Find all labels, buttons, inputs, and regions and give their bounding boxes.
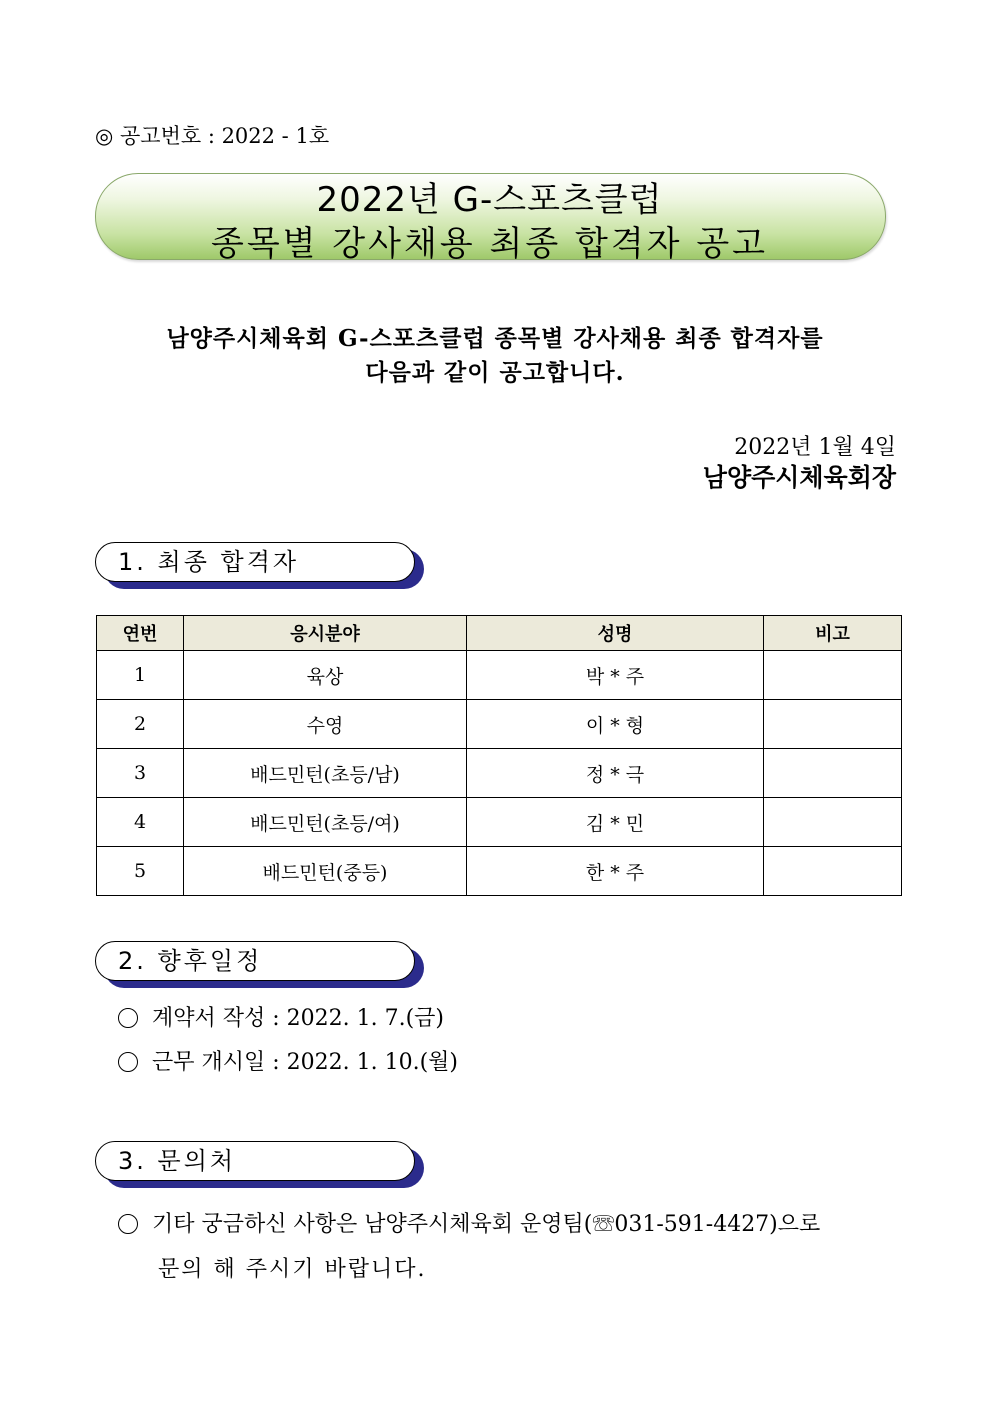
col-header-name: 성명 (467, 616, 764, 651)
table-row (97, 700, 902, 749)
cell-number: 2 (97, 700, 184, 749)
table-row (97, 651, 902, 700)
schedule-item (118, 1001, 444, 1032)
section-1-header: 1. 최종 합격자 (95, 542, 415, 582)
cell-field: 배드민턴(초등/여) (184, 798, 467, 847)
schedule-item (118, 1045, 458, 1076)
cell-name: 박 * 주 (467, 651, 764, 700)
cell-remarks (764, 749, 902, 798)
table-row (97, 798, 902, 847)
contact-line-2: 문의 해 주시기 바랍니다. (158, 1257, 427, 1282)
contact-item (118, 1207, 820, 1238)
title-line-2: 종목별 강사채용 최종 합격자 공고 (210, 224, 769, 264)
col-header-number: 연번 (97, 616, 184, 651)
cell-field: 배드민턴(중등) (184, 847, 467, 896)
section-2-header: 2. 향후일정 (95, 941, 415, 981)
cell-field: 수영 (184, 700, 467, 749)
cell-number: 4 (97, 798, 184, 847)
cell-remarks (764, 847, 902, 896)
circle-bullet-icon (118, 1214, 138, 1234)
cell-remarks (764, 700, 902, 749)
cell-remarks (764, 798, 902, 847)
table-row (97, 749, 902, 798)
contact-line-1: 기타 궁금하신 사항은 남양주시체육회 운영팀(☏031-591-4427)으로 (152, 1212, 821, 1237)
signer: 남양주시체육회장 (702, 463, 896, 492)
cell-number: 5 (97, 847, 184, 896)
col-header-field: 응시분야 (184, 616, 467, 651)
title-line-1: 2022년 G-스포츠클럽 (316, 180, 663, 220)
cell-field: 배드민턴(초등/남) (184, 749, 467, 798)
section-3-header: 3. 문의처 (95, 1141, 415, 1181)
notice-number: ◎ 공고번호 : 2022 - 1호 (95, 124, 330, 148)
circle-bullet-icon (118, 1008, 138, 1028)
cell-name: 정 * 극 (467, 749, 764, 798)
cell-name: 김 * 민 (467, 798, 764, 847)
circle-bullet-icon (118, 1052, 138, 1072)
intro-line-1: 남양주시체육회 G-스포츠클럽 종목별 강사채용 최종 합격자를 (166, 325, 824, 352)
cell-number: 3 (97, 749, 184, 798)
cell-name: 이 * 형 (467, 700, 764, 749)
cell-remarks (764, 651, 902, 700)
cell-field: 육상 (184, 651, 467, 700)
table-row (97, 847, 902, 896)
schedule-item-text: 계약서 작성 : 2022. 1. 7.(금) (152, 1006, 445, 1031)
intro-line-2: 다음과 같이 공고합니다. (365, 359, 625, 386)
cell-name: 한 * 주 (467, 847, 764, 896)
cell-number: 1 (97, 651, 184, 700)
table-header-row (97, 616, 902, 651)
announcement-date: 2022년 1월 4일 (734, 435, 896, 460)
col-header-remarks: 비고 (764, 616, 902, 651)
winners-table (96, 615, 902, 896)
schedule-item-text: 근무 개시일 : 2022. 1. 10.(월) (152, 1050, 459, 1075)
